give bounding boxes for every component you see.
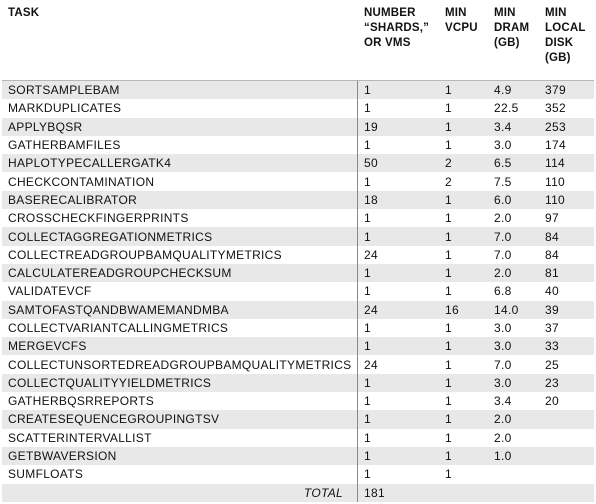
cell-shards: 1 — [364, 321, 371, 335]
table-row — [2, 209, 594, 227]
cell-dram: 4.9 — [494, 83, 512, 98]
cell-dram — [488, 465, 539, 483]
table-row — [2, 99, 594, 117]
cell-dram: 7.0 — [494, 247, 512, 262]
cell-task: COLLECTVARIANTCALLINGMETRICS — [2, 319, 358, 337]
header-dram-line: MIN — [494, 7, 516, 19]
cell-dram: 2.0 — [494, 430, 512, 445]
cell-disk: 37 — [545, 321, 559, 335]
header-task-text: TASK — [8, 7, 40, 19]
table-row — [2, 282, 594, 300]
cell-shards: 1 — [364, 430, 371, 445]
cell-shards: 24 — [364, 247, 378, 262]
cell-vcpu: 1 — [445, 138, 452, 153]
cell-shards: 1 — [364, 101, 371, 116]
cell-shards: 19 — [364, 119, 378, 134]
cell-disk: 110 — [545, 192, 566, 207]
header-disk-line: MIN — [545, 7, 567, 19]
cell-dram: 2.0 — [494, 211, 512, 226]
cell-shards: 1 — [364, 394, 371, 409]
cell-disk: 174 — [545, 138, 566, 153]
cell-disk: 379 — [545, 83, 566, 98]
total-shards: 181 — [364, 485, 385, 500]
cell-task: SUMFLOATS — [2, 465, 358, 483]
header-vcpu-line: MIN — [445, 7, 467, 19]
cell-vcpu: 1 — [445, 101, 452, 116]
cell-disk — [539, 447, 594, 465]
total-label: TOTAL — [2, 484, 358, 502]
cell-disk: 352 — [545, 101, 566, 116]
header-dram-line: (GB) — [494, 37, 520, 49]
cell-shards: 1 — [364, 339, 371, 354]
table-row — [2, 465, 594, 483]
table-row — [2, 264, 594, 282]
table-row — [2, 227, 594, 245]
table-row — [2, 374, 594, 392]
cell-vcpu: 1 — [445, 247, 452, 262]
header-disk-line: DISK — [545, 37, 574, 49]
cell-task: CHECKCONTAMINATION — [2, 172, 358, 190]
cell-task: GATHERBAMFILES — [2, 136, 358, 154]
cell-disk: 84 — [545, 247, 559, 262]
header-shards-line: NUMBER — [364, 7, 416, 19]
table-row — [2, 246, 594, 264]
cell-shards: 1 — [364, 229, 371, 244]
cell-shards: 24 — [364, 302, 378, 317]
cell-task: GETBWAVERSION — [2, 447, 358, 465]
cell-shards: 50 — [364, 156, 378, 171]
cell-task: COLLECTREADGROUPBAMQUALITYMETRICS — [2, 246, 358, 264]
cell-dram: 3.4 — [494, 119, 512, 134]
header-dram — [488, 0, 539, 51]
table-row — [2, 301, 594, 319]
cell-dram: 22.5 — [494, 101, 519, 116]
cell-dram: 7.0 — [494, 229, 512, 244]
cell-disk: 20 — [545, 394, 559, 409]
cell-task: SORTSAMPLEBAM — [2, 81, 358, 99]
cell-vcpu: 1 — [445, 339, 452, 354]
cell-vcpu: 1 — [445, 449, 452, 464]
cell-shards: 1 — [364, 449, 371, 464]
header-dram-line: DRAM — [494, 22, 530, 34]
cell-dram: 2.0 — [494, 266, 512, 281]
cell-task: BASERECALIBRATOR — [2, 191, 358, 209]
cell-shards: 24 — [364, 357, 378, 372]
header-shards-line: “SHARDS,” — [364, 22, 430, 34]
table-row — [2, 392, 594, 410]
cell-shards: 1 — [364, 138, 371, 153]
cell-vcpu: 16 — [445, 302, 459, 317]
table-body — [2, 80, 594, 502]
cell-vcpu: 1 — [445, 321, 452, 335]
header-shards-line: OR VMS — [364, 37, 411, 49]
header-task — [2, 0, 358, 21]
table-row — [2, 118, 594, 136]
cell-shards: 1 — [364, 375, 371, 390]
total-row — [2, 484, 594, 502]
cell-dram: 3.0 — [494, 375, 512, 390]
cell-task: GATHERBQSRREPORTS — [2, 392, 358, 410]
table-row — [2, 154, 594, 172]
cell-shards: 1 — [364, 284, 371, 299]
cell-disk — [539, 465, 594, 483]
cell-shards: 1 — [364, 211, 371, 226]
header-disk-line: LOCAL — [545, 22, 586, 34]
table-row — [2, 337, 594, 355]
cell-disk: 97 — [545, 211, 559, 226]
cell-vcpu: 1 — [445, 284, 452, 299]
cell-task: CROSSCHECKFINGERPRINTS — [2, 209, 358, 227]
cell-disk — [539, 429, 594, 447]
cell-dram: 1.0 — [494, 449, 512, 464]
cell-dram: 3.0 — [494, 321, 512, 335]
header-disk — [539, 0, 594, 66]
cell-disk: 25 — [545, 357, 559, 372]
cell-task: CREATESEQUENCEGROUPINGTSV — [2, 410, 358, 428]
table-row — [2, 319, 594, 337]
header-disk-line: (GB) — [545, 52, 571, 64]
cell-disk: 253 — [545, 119, 566, 134]
total-empty-cell — [488, 484, 539, 502]
cell-disk: 23 — [545, 375, 559, 390]
cell-vcpu: 1 — [445, 412, 452, 427]
cell-vcpu: 1 — [445, 467, 452, 482]
table-row — [2, 191, 594, 209]
resource-table — [2, 0, 594, 502]
cell-disk: 114 — [545, 156, 566, 171]
total-empty-cell — [539, 484, 594, 502]
cell-dram: 7.5 — [494, 174, 512, 189]
cell-task: MARKDUPLICATES — [2, 99, 358, 117]
cell-dram: 6.8 — [494, 284, 512, 299]
cell-vcpu: 1 — [445, 375, 452, 390]
cell-vcpu: 1 — [445, 229, 452, 244]
cell-disk — [539, 410, 594, 428]
cell-shards: 1 — [364, 174, 371, 189]
header-vcpu-line: VCPU — [445, 22, 478, 34]
cell-dram: 2.0 — [494, 412, 512, 427]
cell-vcpu: 2 — [445, 174, 452, 189]
table-header — [2, 0, 594, 80]
cell-dram: 6.0 — [494, 192, 512, 207]
cell-vcpu: 1 — [445, 357, 452, 372]
cell-task: HAPLOTYPECALLERGATK4 — [2, 154, 358, 172]
cell-task: APPLYBQSR — [2, 118, 358, 136]
cell-shards: 1 — [364, 467, 371, 482]
cell-vcpu: 1 — [445, 266, 452, 281]
cell-shards: 1 — [364, 266, 371, 281]
cell-shards: 1 — [364, 83, 371, 98]
cell-vcpu: 2 — [445, 156, 452, 171]
table-row — [2, 447, 594, 465]
cell-disk: 110 — [545, 174, 566, 189]
cell-vcpu: 1 — [445, 192, 452, 207]
cell-shards: 18 — [364, 192, 378, 207]
cell-task: COLLECTUNSORTEDREADGROUPBAMQUALITYMETRICS — [2, 355, 358, 373]
cell-task: SAMTOFASTQANDBWAMEMANDMBA — [2, 301, 358, 319]
header-vcpu — [439, 0, 488, 36]
total-empty-cell — [439, 484, 488, 502]
table-row — [2, 429, 594, 447]
cell-dram: 3.0 — [494, 339, 512, 354]
cell-disk: 39 — [545, 302, 559, 317]
cell-dram: 7.0 — [494, 357, 512, 372]
cell-task: VALIDATEVCF — [2, 282, 358, 300]
header-shards — [358, 0, 439, 51]
cell-dram: 6.5 — [494, 156, 512, 171]
cell-vcpu: 1 — [445, 394, 452, 409]
cell-task: MERGEVCFS — [2, 337, 358, 355]
table-row — [2, 355, 594, 373]
cell-disk: 84 — [545, 229, 559, 244]
cell-disk: 33 — [545, 339, 559, 354]
cell-vcpu: 1 — [445, 430, 452, 445]
cell-task: COLLECTQUALITYYIELDMETRICS — [2, 374, 358, 392]
cell-shards: 1 — [364, 412, 371, 427]
table-row — [2, 136, 594, 154]
cell-vcpu: 1 — [445, 119, 452, 134]
cell-task: SCATTERINTERVALLIST — [2, 429, 358, 447]
cell-task: COLLECTAGGREGATIONMETRICS — [2, 227, 358, 245]
cell-task: CALCULATEREADGROUPCHECKSUM — [2, 264, 358, 282]
table-row — [2, 410, 594, 428]
cell-dram: 3.4 — [494, 394, 512, 409]
table-row — [2, 172, 594, 190]
table-row — [2, 81, 594, 99]
cell-disk: 40 — [545, 284, 559, 299]
cell-vcpu: 1 — [445, 83, 452, 98]
cell-disk: 81 — [545, 266, 559, 281]
cell-dram: 3.0 — [494, 138, 512, 153]
cell-vcpu: 1 — [445, 211, 452, 226]
cell-dram: 14.0 — [494, 302, 519, 317]
